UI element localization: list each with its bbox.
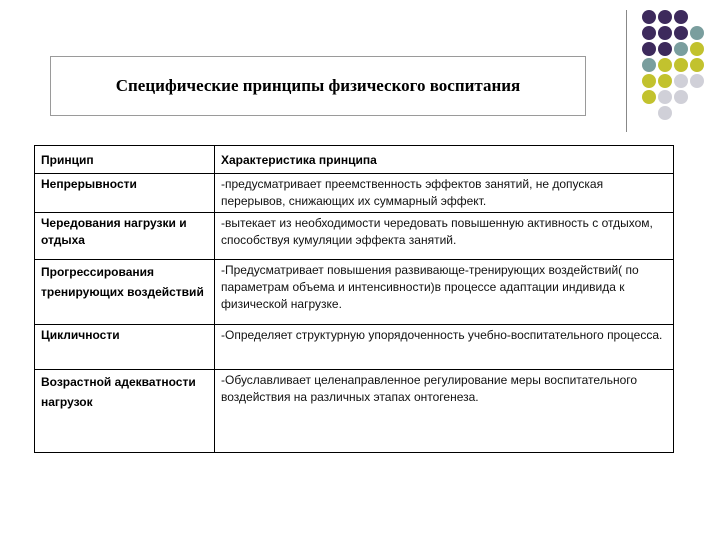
decorative-dot	[658, 10, 672, 24]
decorative-dot	[674, 74, 688, 88]
decorative-dot	[658, 106, 672, 120]
title-box	[50, 56, 586, 116]
principle-name: Возрастной адекватности нагрузок	[41, 375, 196, 409]
page-title: Специфические принципы физического воспитания	[115, 76, 521, 95]
decorative-dot	[690, 74, 704, 88]
decorative-dot	[690, 58, 704, 72]
table-row	[35, 370, 674, 453]
decorative-dot	[642, 90, 656, 104]
decorative-dot	[658, 74, 672, 88]
principle-description: -Предусматривает повышения развивающе-тренирующих воздействий( по параметрам объема и интенсивности)в процессе адаптации индивида к физической нагрузке.	[215, 260, 674, 325]
decorative-dot	[674, 10, 688, 24]
principles-table	[34, 145, 674, 453]
decorative-dot	[642, 10, 656, 24]
table-row	[35, 325, 674, 370]
decorative-dot	[642, 74, 656, 88]
decorative-dot	[658, 42, 672, 56]
decorative-dot	[642, 58, 656, 72]
table-row	[35, 260, 674, 325]
decorative-dot	[658, 26, 672, 40]
decorative-dot-grid	[636, 8, 720, 108]
decorative-divider-line	[626, 10, 627, 132]
decorative-dot	[690, 42, 704, 56]
principle-name: Чередования нагрузки и отдыха	[35, 213, 215, 260]
decorative-dot	[674, 42, 688, 56]
decorative-dot	[642, 26, 656, 40]
table-row	[35, 174, 674, 213]
principle-name: Прогрессирования тренирующих воздействий	[41, 265, 204, 299]
principle-description: -предусматривает преемственность эффектов занятий, не допуская перерывов, снижающих их суммарный эффект.	[215, 174, 674, 213]
principle-name: Цикличности	[35, 325, 215, 370]
principle-description: -Обуславливает целенаправленное регулирование меры воспитательного воздействия на различных этапах онтогенеза.	[215, 370, 674, 453]
decorative-dot	[674, 26, 688, 40]
principle-description: -вытекает из необходимости чередовать повышенную активность с отдыхом, способствуя кумуляции эффекта занятий.	[215, 213, 674, 260]
principle-name: Непрерывности	[35, 174, 215, 213]
table-header-row	[35, 146, 674, 174]
decorative-dot	[690, 26, 704, 40]
decorative-dot	[658, 90, 672, 104]
decorative-dot	[642, 42, 656, 56]
table-row	[35, 213, 674, 260]
principle-description: -Определяет структурную упорядоченность учебно-воспитательного процесса.	[215, 325, 674, 370]
decorative-dot	[674, 90, 688, 104]
column-header-characteristic: Характеристика принципа	[215, 146, 674, 174]
decorative-dot	[658, 58, 672, 72]
decorative-dot	[674, 58, 688, 72]
column-header-principle: Принцип	[35, 146, 215, 174]
